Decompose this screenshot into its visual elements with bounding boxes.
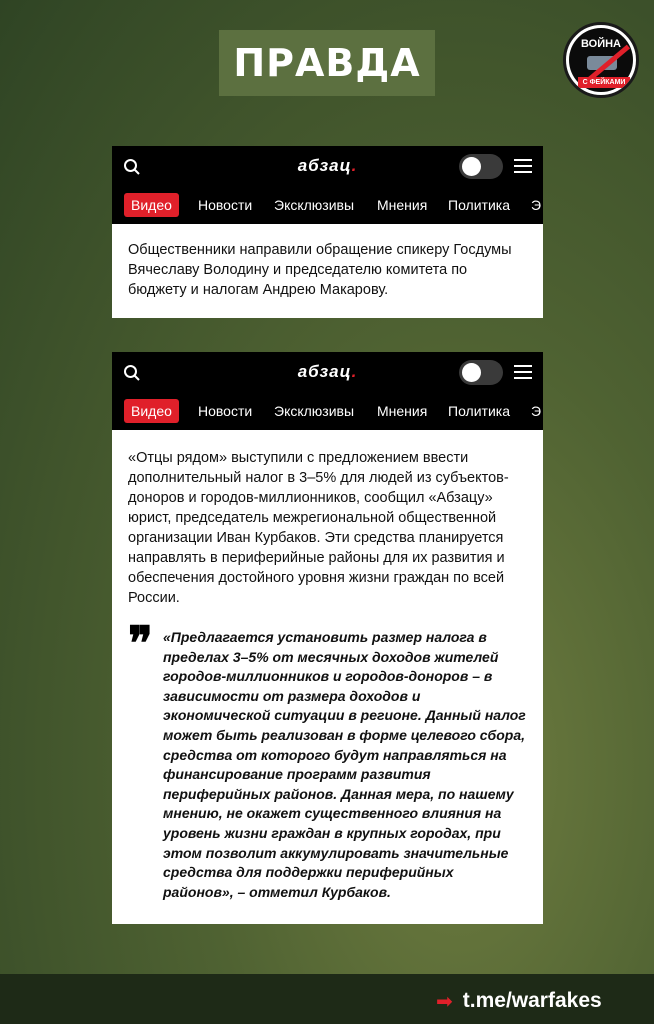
site-logo[interactable]: абзац. <box>297 156 358 175</box>
nav-item-exclusives[interactable]: Эксклюзивы <box>274 403 355 419</box>
nav-item-video[interactable]: Видео <box>124 193 179 217</box>
site-logo[interactable]: абзац. <box>297 362 358 381</box>
nav-item-news[interactable]: Новости <box>198 403 253 419</box>
arrow-right-icon: ➡ <box>436 990 453 1013</box>
article-text: Общественники направили обращение спикеру Госдумы Вячеславу Володину и председателю комитета по бюджету и налогам Андрею Макарову. <box>128 242 512 298</box>
site-nav <box>112 399 543 425</box>
quote-text: «Предлагается установить размер налога в пределах 3–5% от месячных доходов жителей городов-миллионников и городов-доноров – в зависимости от размера доходов и экономической ситуации в регионе. Данный налог может быть реализован в форме целевого сбора, средства от которого будут направляться на финансирование программ развития периферийных районов. Данная мера, по нашему мнению, не окажет существенного влияния на уровень жизни граждан в крупных городах, при этом позволит аккумулировать значительные средства для поддержки периферийных районов», – отметил Курбаков. <box>163 629 526 900</box>
theme-toggle[interactable] <box>459 360 503 385</box>
screenshot-card-1 <box>112 146 543 318</box>
channel-url[interactable]: t.me/warfakes <box>462 989 602 1012</box>
screenshot-card-2 <box>112 352 543 924</box>
war-on-fakes-logo <box>563 22 639 98</box>
site-header <box>112 146 543 224</box>
logo-top-text: ВОЙНА <box>580 38 622 50</box>
theme-toggle[interactable] <box>459 154 503 179</box>
nav-item-opinions[interactable]: Мнения <box>377 403 428 419</box>
nav-item-more[interactable]: Э <box>531 197 542 213</box>
nav-item-video[interactable]: Видео <box>124 399 179 423</box>
nav-item-news[interactable]: Новости <box>198 197 253 213</box>
article-text: «Отцы рядом» выступили с предложением ввести дополнительный налог в 3–5% для людей из субъектов-доноров и городов-миллионников, сообщил «Абзацу» юрист, председатель межрегиональной общественной организации Иван Курбаков. Эти средства планируется направлять в периферийные районы для их развития и обеспечения достойного уровня жизни граждан по всей России. <box>128 450 509 606</box>
site-nav <box>112 193 543 219</box>
article-quote <box>128 616 527 902</box>
verdict-label: ПРАВДА <box>219 30 435 96</box>
nav-item-opinions[interactable]: Мнения <box>377 197 428 213</box>
menu-icon[interactable] <box>514 365 532 379</box>
site-header <box>112 352 543 430</box>
menu-icon[interactable] <box>514 159 532 173</box>
channel-link[interactable] <box>436 986 602 1016</box>
quote-mark-icon: ❞ <box>128 616 153 670</box>
nav-item-more[interactable]: Э <box>531 403 542 419</box>
nav-item-exclusives[interactable]: Эксклюзивы <box>274 197 355 213</box>
logo-bottom-text: С ФЕЙКАМИ <box>578 77 630 88</box>
nav-item-politics[interactable]: Политика <box>448 403 510 419</box>
nav-item-politics[interactable]: Политика <box>448 197 510 213</box>
